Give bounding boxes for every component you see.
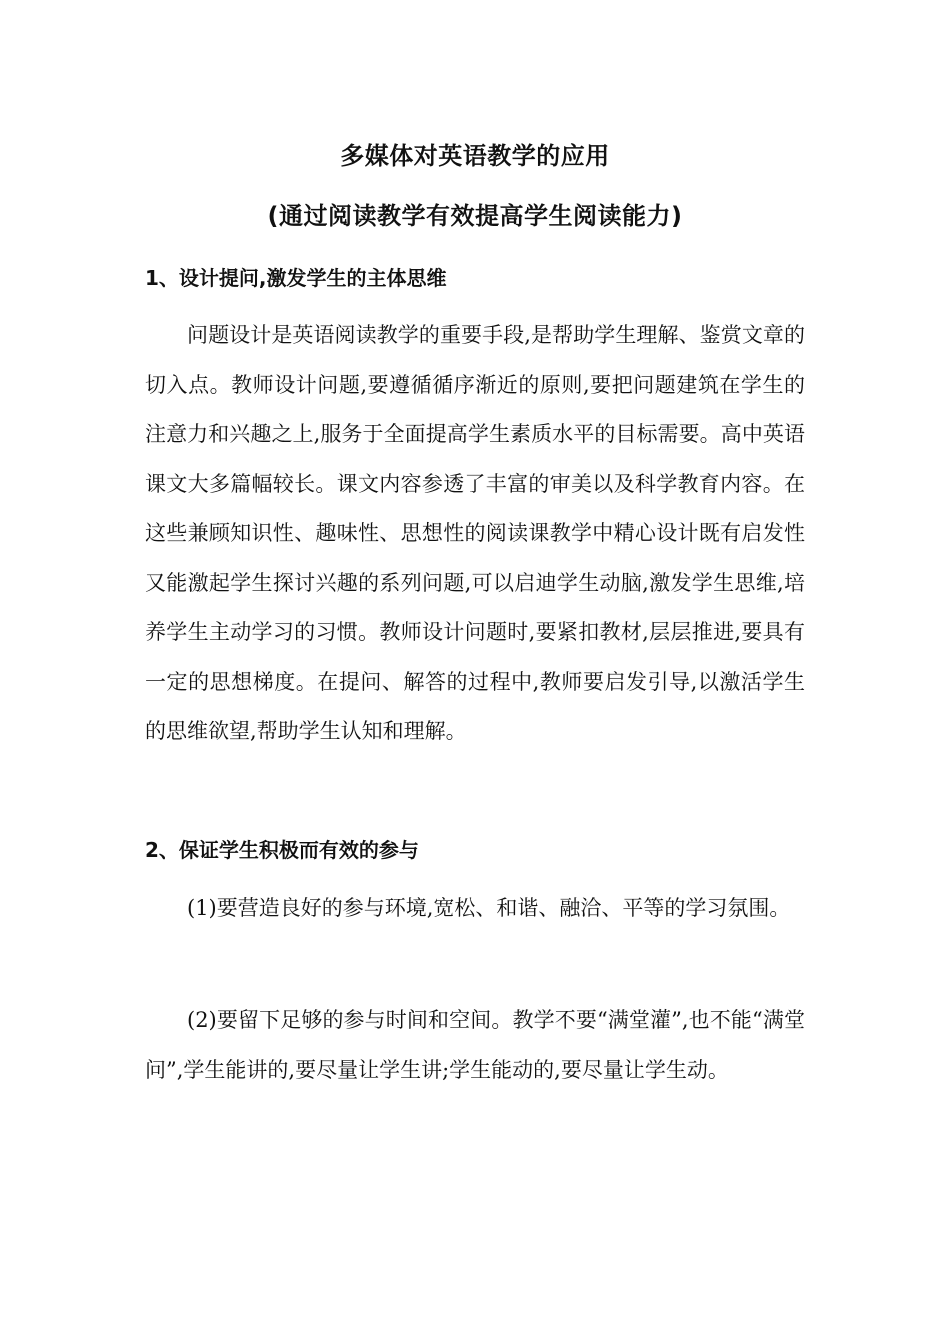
document-subtitle: (通过阅读教学有效提高学生阅读能力) bbox=[267, 202, 683, 230]
section-1-heading: 1、设计提问,激发学生的主体思维 bbox=[145, 266, 447, 290]
document-title: 多媒体对英语教学的应用 bbox=[340, 142, 610, 170]
section-1-paragraph: 问题设计是英语阅读教学的重要手段,是帮助学生理解、鉴赏文章的切入点。教师设计问题,要遵循循序渐近的原则,要把问题建筑在学生的注意力和兴趣之上,服务于全面提高学生素质水平的目标需要。高中英语课文大多篇幅较长。课文内容参透了丰富的审美以及科学教育内容。在这些兼顾知识性、趣味性、思想性的阅读课教学中精心设计既有启发性又能激起学生探讨兴趣的系列问题,可以启迪学生动脑,激发学生思维,培养学生主动学习的习惯。教师设计问题时,要紧扣教材,层层推进,要具有一定的思想梯度。在提问、解答的过程中,教师要启发引导,以激活学生的思维欲望,帮助学生认知和理解。 bbox=[145, 323, 805, 743]
section-2-paragraph-2: (2)要留下足够的参与时间和空间。教学不要“满堂灌”,也不能“满堂问”,学生能讲的,要尽量让学生讲;学生能动的,要尽量让学生动。 bbox=[145, 1008, 805, 1082]
section-2-paragraph-1: (1)要营造良好的参与环境,宽松、和谐、融洽、平等的学习氛围。 bbox=[187, 896, 791, 920]
section-2-heading: 2、保证学生积极而有效的参与 bbox=[145, 838, 419, 862]
